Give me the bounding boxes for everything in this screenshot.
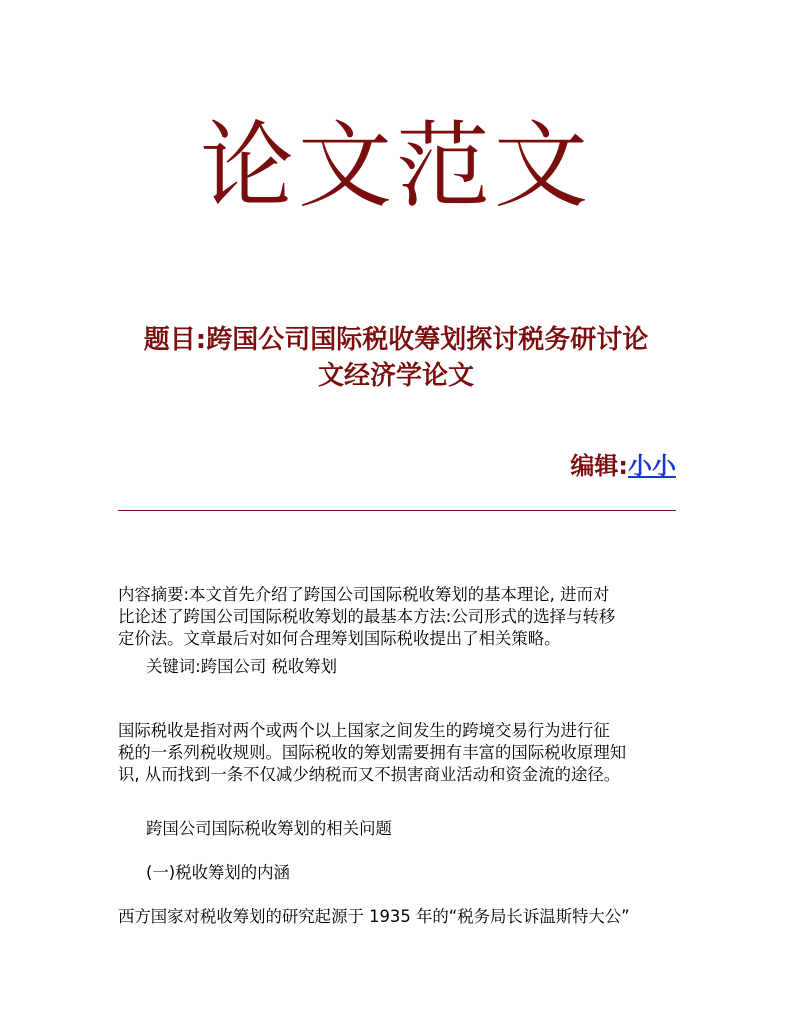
body-paragraph-line-1: 西方国家对税收筹划的研究起源于 1935 年的“税务局长诉温斯特大公” bbox=[118, 907, 630, 926]
subsection-heading bbox=[146, 862, 706, 884]
section-heading bbox=[146, 818, 706, 840]
intro-line-1: 国际税收是指对两个或两个以上国家之间发生的跨境交易行为进行征 bbox=[118, 721, 610, 740]
abstract-line-1: 内容摘要:本文首先介绍了跨国公司国际税收筹划的基本理论, 进而对 bbox=[118, 585, 610, 604]
editor-credit bbox=[570, 450, 676, 482]
document-title bbox=[110, 322, 682, 394]
header-divider bbox=[118, 510, 676, 511]
keywords-text: 关键词:跨国公司 税收筹划 bbox=[146, 657, 338, 676]
abstract-line-3: 定价法。文章最后对如何合理筹划国际税收提出了相关策略。 bbox=[118, 629, 561, 648]
cover-big-title: 论文范文 bbox=[199, 112, 592, 221]
intro-paragraph bbox=[118, 720, 678, 786]
editor-name-link[interactable]: 小小 bbox=[628, 452, 676, 480]
intro-line-3: 识, 从而找到一条不仅减少纳税而又不损害商业活动和资金流的途径。 bbox=[118, 765, 621, 784]
intro-line-2: 税的一系列税收规则。国际税收的筹划需要拥有丰富的国际税收原理知 bbox=[118, 743, 627, 762]
keywords-line bbox=[146, 656, 706, 678]
document-title-line-1: 题目:跨国公司国际税收筹划探讨税务研讨论 bbox=[143, 325, 649, 355]
editor-label: 编辑: bbox=[570, 452, 628, 480]
document-title-line-2: 文经济学论文 bbox=[317, 361, 474, 391]
subsection-heading-text: (一)税收筹划的内涵 bbox=[146, 863, 290, 882]
abstract-line-2: 比论述了跨国公司国际税收筹划的最基本方法:公司形式的选择与转移 bbox=[118, 607, 616, 626]
abstract-paragraph bbox=[118, 584, 678, 650]
body-paragraph bbox=[118, 906, 678, 928]
section-heading-text: 跨国公司国际税收筹划的相关问题 bbox=[146, 819, 392, 838]
